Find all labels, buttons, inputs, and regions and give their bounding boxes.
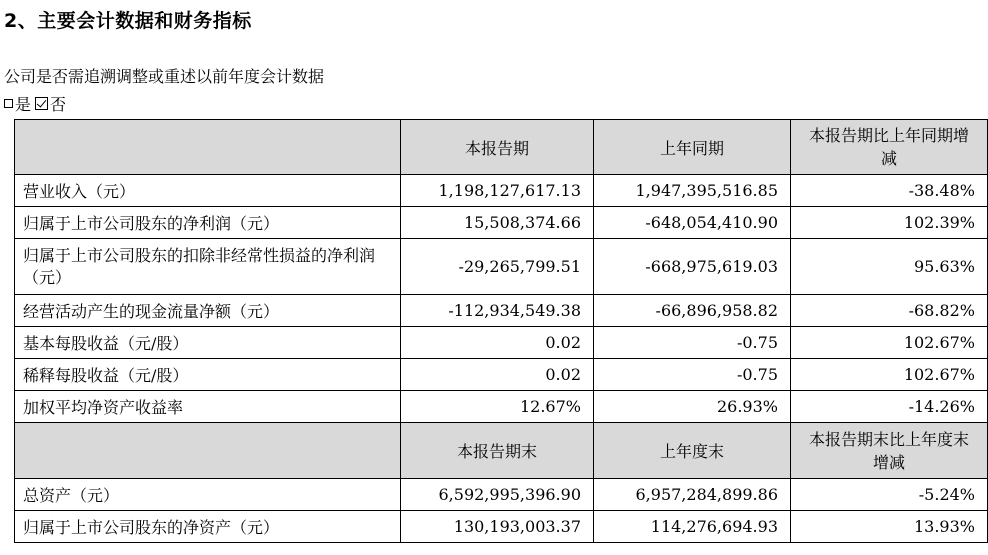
table-row	[15, 359, 988, 391]
row-label: 稀释每股收益（元/股）	[15, 359, 401, 391]
header-current-period: 本报告期	[401, 120, 594, 175]
current-value: 0.02	[401, 327, 594, 359]
current-value: 130,193,003.37	[401, 511, 594, 543]
header-prior-period: 上年同期	[594, 120, 791, 175]
header-row-period-end	[15, 423, 988, 479]
change-value: -14.26%	[791, 391, 988, 423]
prior-value: -0.75	[594, 327, 791, 359]
table-row	[15, 207, 988, 239]
row-label: 基本每股收益（元/股）	[15, 327, 401, 359]
yes-checkbox[interactable]	[4, 99, 13, 108]
table-row	[15, 479, 988, 511]
row-label: 归属于上市公司股东的净利润（元）	[15, 207, 401, 239]
header-prior-year-end: 上年度末	[594, 423, 791, 479]
current-value: 1,198,127,617.13	[401, 175, 594, 207]
prior-value: -0.75	[594, 359, 791, 391]
restatement-options	[4, 92, 66, 115]
prior-value: 6,957,284,899.86	[594, 479, 791, 511]
row-label: 归属于上市公司股东的净资产（元）	[15, 511, 401, 543]
no-checkbox-checked[interactable]	[35, 97, 48, 110]
change-value: 102.39%	[791, 207, 988, 239]
yes-label: 是	[15, 95, 32, 114]
no-label: 否	[50, 95, 67, 114]
change-value: 95.63%	[791, 239, 988, 295]
header-blank	[15, 120, 401, 175]
row-label: 经营活动产生的现金流量净额（元）	[15, 295, 401, 327]
current-value: -112,934,549.38	[401, 295, 594, 327]
current-value: -29,265,799.51	[401, 239, 594, 295]
change-value: 102.67%	[791, 359, 988, 391]
current-value: 6,592,995,396.90	[401, 479, 594, 511]
table-row	[15, 511, 988, 543]
restatement-question: 公司是否需追溯调整或重述以前年度会计数据	[4, 67, 325, 86]
financial-indicators-table	[14, 119, 988, 543]
current-value: 15,508,374.66	[401, 207, 594, 239]
prior-value: -66,896,958.82	[594, 295, 791, 327]
row-label: 归属于上市公司股东的扣除非经常性损益的净利润（元）	[15, 239, 401, 295]
row-label: 总资产（元）	[15, 479, 401, 511]
header-blank	[15, 423, 401, 479]
prior-value: 26.93%	[594, 391, 791, 423]
change-value: -5.24%	[791, 479, 988, 511]
table-row	[15, 391, 988, 423]
table-row	[15, 175, 988, 207]
header-change: 本报告期比上年同期增减	[791, 120, 988, 175]
prior-value: -648,054,410.90	[594, 207, 791, 239]
change-value: 102.67%	[791, 327, 988, 359]
change-value: -68.82%	[791, 295, 988, 327]
current-value: 12.67%	[401, 391, 594, 423]
header-row-period	[15, 120, 988, 175]
table-row	[15, 327, 988, 359]
current-value: 0.02	[401, 359, 594, 391]
change-value: 13.93%	[791, 511, 988, 543]
header-current-period-end: 本报告期末	[401, 423, 594, 479]
change-value: -38.48%	[791, 175, 988, 207]
prior-value: 114,276,694.93	[594, 511, 791, 543]
section-title: 2、主要会计数据和财务指标	[4, 10, 252, 32]
table-row	[15, 239, 988, 295]
header-change-end: 本报告期末比上年度末增减	[791, 423, 988, 479]
prior-value: -668,975,619.03	[594, 239, 791, 295]
table-row	[15, 295, 988, 327]
prior-value: 1,947,395,516.85	[594, 175, 791, 207]
row-label: 营业收入（元）	[15, 175, 401, 207]
row-label: 加权平均净资产收益率	[15, 391, 401, 423]
